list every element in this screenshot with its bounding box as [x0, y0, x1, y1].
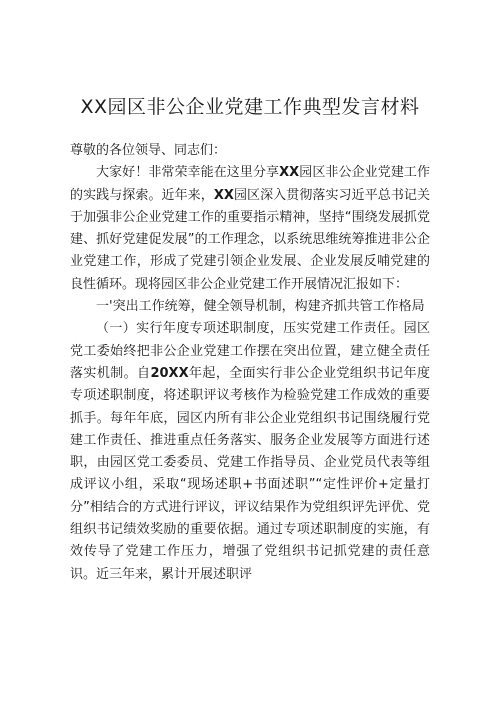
subsection-text: （一）实行年度专项述职制度，压实党建工作责任。园区党工委始终把非公企业党建工作摆在突出位置，建立健全责任落实机制。自	[70, 321, 430, 381]
document-body	[70, 140, 430, 586]
paragraph-intro	[70, 162, 430, 296]
subsection-text: 年起，全面实行非公企业党组织书记年度专项述职制度，将述职评议考核作为检验党建工作成效的重要抓手。每年年底，园区内所有非公企业党组织书记围绕履行党建工作责任、推进重点任务落实、服务企业发展等方面进行述职，由园区党工委委员、党建工作指导员、企业党员代表等组成评议小组，采取“现场述职+书面述职”“定性评价+定量打分”相结合的方式进行评议，评议结果作为党组织评先评优、党组织书记绩效奖励的重要依据。通过专项述职制度的实施，有效传导了党建工作压力，增强了党组织书记抓党建的责任意识。近三年来，累计开展述职评	[70, 365, 430, 582]
park-name-bold: XX	[213, 187, 234, 203]
paragraph-intro-text: 园区深入贯彻落实习近平总书记关于加强非公企业党建工作的重要指示精神，坚持“围绕发展抓党建、抓好党建促发展”的工作理念，以系统思维统筹推进非公企业党建工作，形成了党建引领企业发展、企业发展反哺党建的良性循环。现将园区非公企业党建工作开展情况汇报如下：	[70, 187, 430, 292]
section-heading: 一'突出工作统筹，健全领导机制，构建齐抓共管工作格局	[96, 299, 425, 315]
park-name-bold: XX	[279, 165, 300, 181]
year-bold: 20XX	[150, 365, 189, 381]
paragraph-intro-text: 园区非公企业党建工作的实践与探索。近年来，	[70, 165, 430, 203]
subsection-paragraph	[70, 318, 430, 586]
document-title: XX园区非公企业党建工作典型发言材料	[80, 96, 420, 118]
greeting-line: 尊敬的各位领导、同志们：	[70, 143, 227, 158]
paragraph-intro-text: 大家好！非常荣幸能在这里分享	[96, 165, 280, 181]
